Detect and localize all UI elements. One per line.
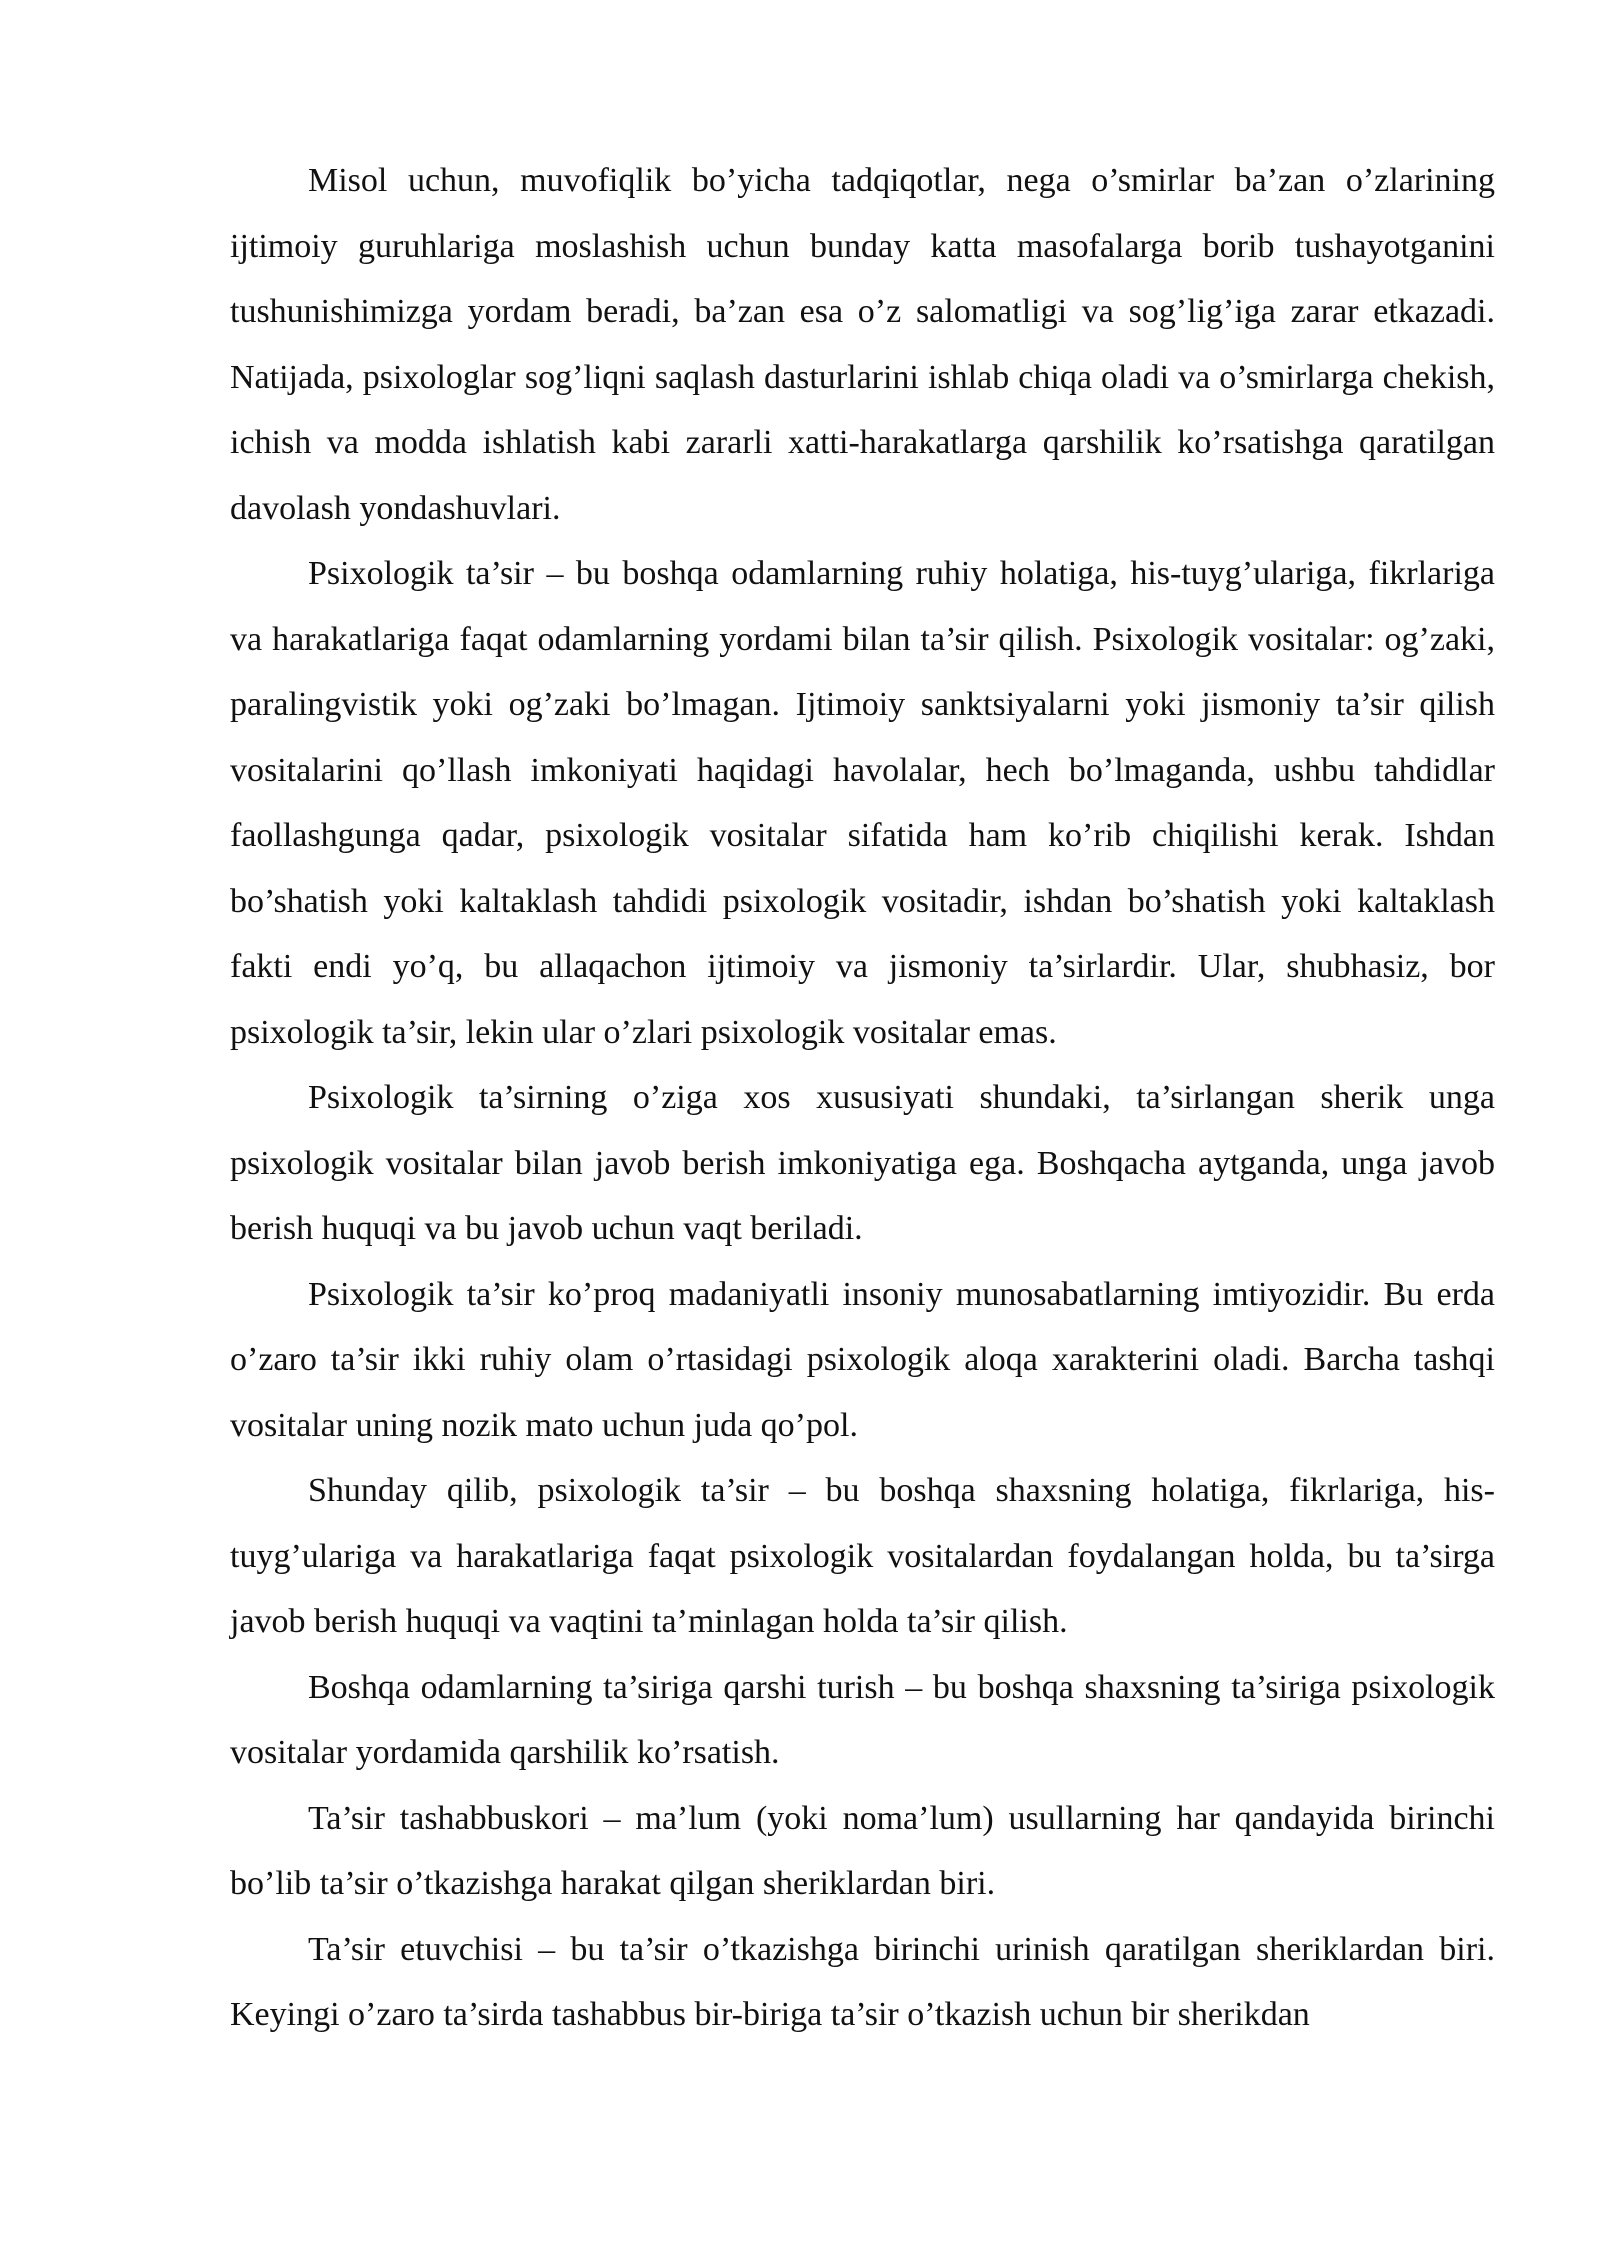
paragraph-conformity-research: Misol uchun, muvofiqlik bo’yicha tadqiqotlar, nega o’smirlar ba’zan o’zlarining ijtimoiy guruhlariga moslashish uchun bunday katta masofalarga borib tushayotganini tushunishimizga yordam beradi, ba’zan esa o’z salomatligi va sog’lig’iga zarar etkazadi. Natijada, psixologlar sog’liqni saqlash dasturlarini ishlab chiqa oladi va o’smirlarga chekish, ichish va modda ishlatish kabi zararli xatti-harakatlarga qarshilik ko’rsatishga qaratilgan davolash yondashuvlari. bbox=[230, 162, 1495, 527]
document-page bbox=[230, 148, 1495, 2048]
paragraph-addressee-definition: Ta’sir etuvchisi – bu ta’sir o’tkazishga birinchi urinish qaratilgan sheriklardan biri. Keyingi o’zaro ta’sirda tashabbus bir-biriga ta’sir o’tkazish uchun bir sherikdan bbox=[230, 1930, 1495, 2033]
paragraph-resistance-definition: Boshqa odamlarning ta’siriga qarshi turish – bu boshqa shaxsning ta’siriga psixologik vositalar yordamida qarshilik ko’rsatish. bbox=[230, 1668, 1495, 1771]
paragraph-cultured-relations: Psixologik ta’sir ko’proq madaniyatli insoniy munosabatlarning imtiyozidir. Bu erda o’zaro ta’sir ikki ruhiy olam o’rtasidagi psixologik aloqa xarakterini oladi. Barcha tashqi vositalar uning nozik mato uchun juda qo’pol. bbox=[230, 1275, 1495, 1444]
paragraph-initiator-definition: Ta’sir tashabbuskori – ma’lum (yoki noma’lum) usullarning har qandayida birinchi bo’lib ta’sir o’tkazishga harakat qilgan sheriklardan biri. bbox=[230, 1799, 1495, 1902]
paragraph-summary-definition: Shunday qilib, psixologik ta’sir – bu boshqa shaxsning holatiga, fikrlariga, his-tuyg’ulariga va harakatlariga faqat psixologik vositalardan foydalangan holda, bu ta’sirga javob berish huquqi va vaqtini ta’minlagan holda ta’sir qilish. bbox=[230, 1472, 1495, 1640]
paragraph-psychological-influence-definition: Psixologik ta’sir – bu boshqa odamlarning ruhiy holatiga, his-tuyg’ulariga, fikrlariga va harakatlariga faqat odamlarning yordami bilan ta’sir qilish. Psixologik vositalar: og’zaki, paralingvistik yoki og’zaki bo’lmagan. Ijtimoiy sanktsiyalarni yoki jismoniy ta’sir qilish vositalarini qo’llash imkoniyati haqidagi havolalar, hech bo’lmaganda, ushbu tahdidlar faollashgunga qadar, psixologik vositalar sifatida ham ko’rib chiqilishi kerak. Ishdan bo’shatish yoki kaltaklash tahdidi psixologik vositadir, ishdan bo’shatish yoki kaltaklash fakti endi yo’q, bu allaqachon ijtimoiy va jismoniy ta’sirlardir. Ular, shubhasiz, bor psixologik ta’sir, lekin ular o’zlari psixologik vositalar emas. bbox=[230, 555, 1495, 1051]
paragraph-influence-feature: Psixologik ta’sirning o’ziga xos xususiyati shundaki, ta’sirlangan sherik unga psixologik vositalar bilan javob berish imkoniyatiga ega. Boshqacha aytganda, unga javob berish huquqi va bu javob uchun vaqt beriladi. bbox=[230, 1079, 1495, 1247]
